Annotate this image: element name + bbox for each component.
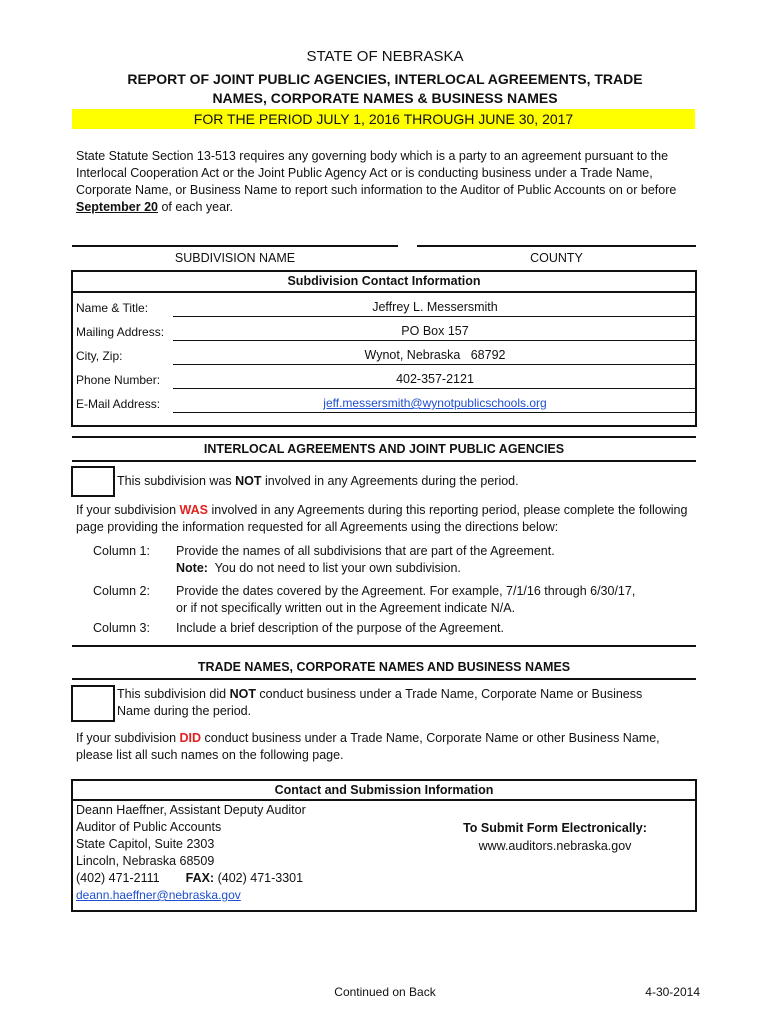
deadline-date: September 20: [76, 200, 158, 214]
report-title: [80, 70, 690, 108]
was-keyword: WAS: [179, 503, 209, 517]
subdivision-name-label: SUBDIVISION NAME: [174, 251, 296, 265]
interlocal-bottom-rule: [72, 460, 696, 462]
column3-label: Column 3:: [93, 621, 150, 635]
trade-not-conducted-text: This subdivision did NOT conduct business under a Trade Name, Corporate Name or Business Name during the period.: [117, 687, 643, 718]
email-address-line: [173, 412, 697, 413]
phone-number-label: Phone Number:: [76, 373, 161, 387]
intro-paragraph: State Statute Section 13-513 requires any governing body which is a party to an agreement pursuant to the Interlocal Cooperation Act or the Joint Public Agency Act or is conducting business under a Trade Name, Corporate Name, or Business Name to report such information to the Auditor of Public Accounts on or before September 20 of each year.: [76, 149, 677, 214]
did-keyword: DID: [179, 731, 202, 745]
column1-text: Provide the names of all subdivisions that are part of the Agreement. Note: You do not need to list your own subdivision.: [176, 544, 555, 575]
column2-text: Provide the dates covered by the Agreement. For example, 7/1/16 through 6/30/17, or if not specifically written out in the Agreement indicate N/A.: [176, 584, 636, 615]
interlocal-not-involved-text: This subdivision was NOT involved in any Agreements during the period.: [117, 474, 519, 488]
email-link[interactable]: jeff.messersmith@wynotpublicschools.org: [323, 396, 547, 410]
name-title-line: [173, 316, 697, 317]
email-address-label: E-Mail Address:: [76, 397, 161, 411]
interlocal-was-involved-text: If your subdivision WAS involved in any Agreements during this reporting period, please complete the following page providing the information requested for all Agreements using the directions below:: [76, 503, 688, 534]
auditor-name: Deann Haeffner, Assistant Deputy Auditor: [76, 803, 306, 817]
column2-label: Column 2:: [93, 584, 150, 598]
phone-number-line: [173, 388, 697, 389]
period-banner: FOR THE PERIOD JULY 1, 2016 THROUGH JUNE 30, 2017: [72, 109, 695, 129]
auditor-email-link[interactable]: deann.haeffner@nebraska.gov: [76, 888, 241, 902]
city-zip-line: [173, 364, 697, 365]
county-label: COUNTY: [530, 251, 583, 265]
mailing-address-line: [173, 340, 697, 341]
report-title-line1: REPORT OF JOINT PUBLIC AGENCIES, INTERLOCAL AGREEMENTS, TRADE: [127, 71, 643, 87]
auditor-phone-fax: (402) 471-2111 FAX: (402) 471-3301: [76, 871, 304, 885]
email-address-value[interactable]: [173, 396, 697, 410]
interlocal-top-rule: [72, 436, 696, 438]
column3-text: Include a brief description of the purpose of the Agreement.: [176, 621, 504, 635]
interlocal-heading: INTERLOCAL AGREEMENTS AND JOINT PUBLIC AGENCIES: [203, 442, 565, 456]
trade-heading: TRADE NAMES, CORPORATE NAMES AND BUSINESS NAMES: [197, 660, 571, 674]
phone-number-value[interactable]: 402-357-2121: [396, 372, 474, 386]
name-title-value[interactable]: Jeffrey L. Messersmith: [372, 300, 498, 314]
column1-label: Column 1:: [93, 544, 150, 558]
trade-top-rule: [72, 645, 696, 647]
mailing-address-value[interactable]: PO Box 157: [401, 324, 469, 338]
submission-heading: Contact and Submission Information: [274, 783, 494, 797]
trade-did-conduct-text: If your subdivision DID conduct business under a Trade Name, Corporate Name or other Business Name, please list all such names on the following page.: [76, 731, 660, 762]
interlocal-not-involved-checkbox[interactable]: [71, 466, 115, 497]
city-zip-label: City, Zip:: [76, 349, 123, 363]
auditor-city: Lincoln, Nebraska 68509: [76, 854, 215, 868]
form-revision-date: 4-30-2014: [645, 985, 700, 999]
auditor-office: Auditor of Public Accounts: [76, 820, 222, 834]
auditor-suite: State Capitol, Suite 2303: [76, 837, 215, 851]
trade-bottom-rule: [72, 678, 696, 680]
city-zip-value[interactable]: Wynot, Nebraska 68792: [364, 348, 506, 362]
mailing-address-label: Mailing Address:: [76, 325, 165, 339]
state-heading: STATE OF NEBRASKA: [306, 48, 464, 65]
electronic-heading: To Submit Form Electronically:: [463, 821, 647, 835]
trade-not-conducted-checkbox[interactable]: [71, 685, 115, 722]
contact-heading-divider: [71, 291, 697, 293]
submission-heading-divider: [71, 799, 697, 801]
contact-heading: Subdivision Contact Information: [287, 274, 481, 288]
auditor-address: [76, 802, 406, 904]
name-title-label: Name & Title:: [76, 301, 149, 315]
report-title-line2: NAMES, CORPORATE NAMES & BUSINESS NAMES: [212, 90, 558, 106]
subdivision-name-line[interactable]: [72, 245, 398, 247]
continued-on-back: Continued on Back: [334, 985, 436, 999]
county-line[interactable]: [417, 245, 696, 247]
website-link[interactable]: www.auditors.nebraska.gov: [478, 839, 632, 853]
